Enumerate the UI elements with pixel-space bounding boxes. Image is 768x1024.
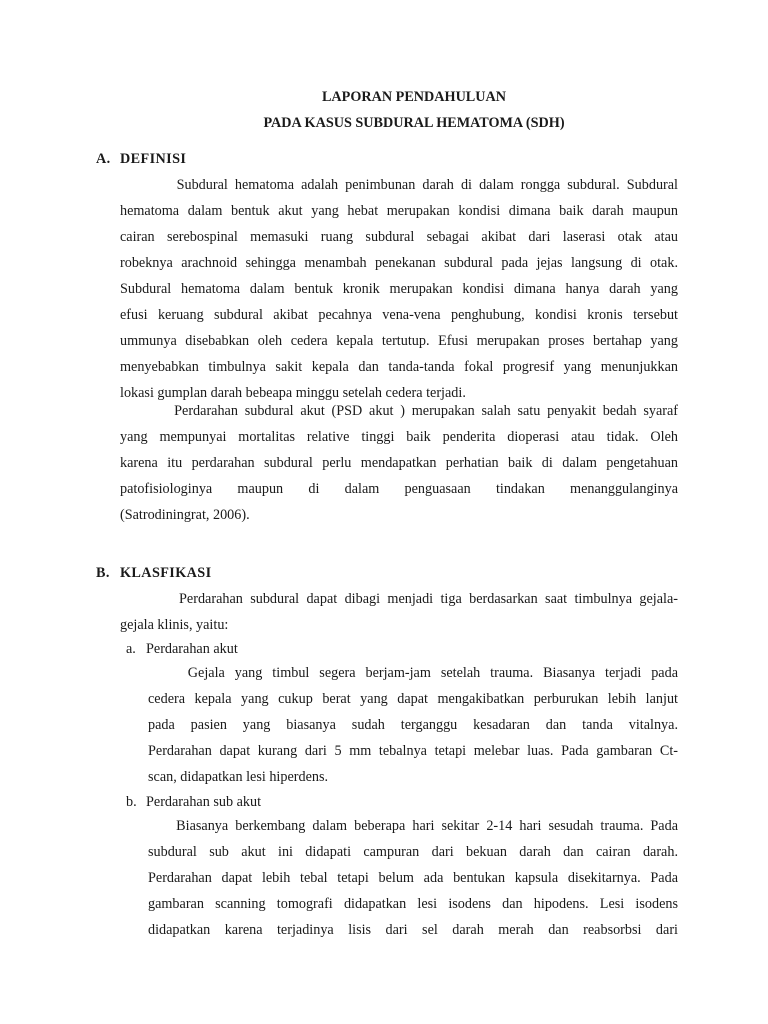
text-line: Perdarahan subdural akut (PSD akut ) merupakan salah satu penyakit bedah syaraf — [120, 403, 678, 419]
text-line: menyebabkan timbulnya sakit kepala dan tanda-tanda fokal progresif yang menunjukkan — [120, 359, 678, 375]
section-b-label: B. — [96, 565, 110, 581]
text-line: hematoma dalam bentuk akut yang hebat merupakan kondisi dimana baik darah maupun — [120, 203, 678, 219]
item-b-text — [148, 813, 678, 943]
section-a-heading — [96, 149, 186, 169]
section-a-title: DEFINISI — [120, 151, 187, 167]
text-line: karena itu perdarahan subdural perlu mendapatkan perhatian baik di dalam pengetahuan — [120, 455, 678, 471]
item-a-title: Perdarahan akut — [146, 641, 238, 657]
document-title-line-2: PADA KASUS SUBDURAL HEMATOMA (SDH) — [263, 115, 565, 131]
text-line: lokasi gumplan darah bebeapa minggu setelah cedera terjadi. — [120, 385, 466, 401]
klasifikasi-intro — [120, 586, 678, 638]
item-b-heading — [126, 792, 261, 812]
text-line: Subdural hematoma adalah penimbunan darah di dalam rongga subdural. Subdural — [120, 177, 678, 193]
section-b-heading — [96, 563, 212, 583]
item-a-label: a. — [126, 641, 136, 657]
text-line: Gejala yang timbul segera berjam-jam setelah trauma. Biasanya terjadi pada — [148, 665, 678, 681]
text-line: Perdarahan subdural dapat dibagi menjadi tiga berdasarkan saat timbulnya gejala- — [120, 591, 678, 607]
definisi-paragraph-2 — [120, 398, 678, 528]
item-a-heading — [126, 639, 238, 659]
text-line: didapatkan karena terjadinya lisis dari sel darah merah dan reabsorbsi dari — [148, 922, 678, 938]
section-a-label: A. — [96, 151, 111, 167]
text-line: cedera kepala yang cukup berat yang dapat mengakibatkan perburukan lebih lanjut — [148, 691, 678, 707]
section-b-title: KLASFIKASI — [120, 565, 212, 581]
text-line: scan, didapatkan lesi hiperdens. — [148, 769, 329, 785]
text-line: subdural sub akut ini didapati campuran dari bekuan darah dan cairan darah. — [148, 844, 678, 860]
text-line: yang mempunyai mortalitas relative tinggi baik penderita dioperasi atau tidak. Oleh — [120, 429, 678, 445]
text-line: efusi keruang subdural akibat pecahnya vena-vena penghubung, kondisi kronis tersebut — [120, 307, 678, 323]
text-line: Perdarahan dapat lebih tebal tetapi belum ada bentukan kapsula disekitarnya. Pada — [148, 870, 678, 886]
text-line: cairan serebospinal memasuki ruang subdural sebagai akibat dari laserasi otak atau — [120, 229, 678, 245]
item-a-text — [148, 660, 678, 790]
text-line: gejala klinis, yaitu: — [120, 617, 229, 633]
item-b-title: Perdarahan sub akut — [146, 794, 262, 810]
item-b-label: b. — [126, 794, 137, 810]
text-line: pada pasien yang biasanya sudah terganggu kesadaran dan tanda vitalnya. — [148, 717, 678, 733]
text-line: ummunya disebabkan oleh cedera kepala tertutup. Efusi merupakan proses bertahap yang — [120, 333, 678, 349]
text-line: patofisiologinya maupun di dalam penguasaan tindakan menanggulanginya — [120, 481, 678, 497]
text-line: gambaran scanning tomografi didapatkan lesi isodens dan hipodens. Lesi isodens — [148, 896, 678, 912]
text-line: (Satrodiningrat, 2006). — [120, 507, 250, 523]
document-title-line-1: LAPORAN PENDAHULUAN — [321, 89, 507, 105]
text-line: Subdural hematoma dalam bentuk kronik merupakan kondisi dimana hanya darah yang — [120, 281, 678, 297]
definisi-paragraph-1 — [120, 172, 678, 406]
text-line: robeknya arachnoid sehingga menambah penekanan subdural pada jejas langsung di otak. — [120, 255, 678, 271]
text-line: Biasanya berkembang dalam beberapa hari sekitar 2-14 hari sesudah trauma. Pada — [148, 818, 678, 834]
text-line: Perdarahan dapat kurang dari 5 mm tebalnya tetapi melebar luas. Pada gambaran Ct- — [148, 743, 678, 759]
